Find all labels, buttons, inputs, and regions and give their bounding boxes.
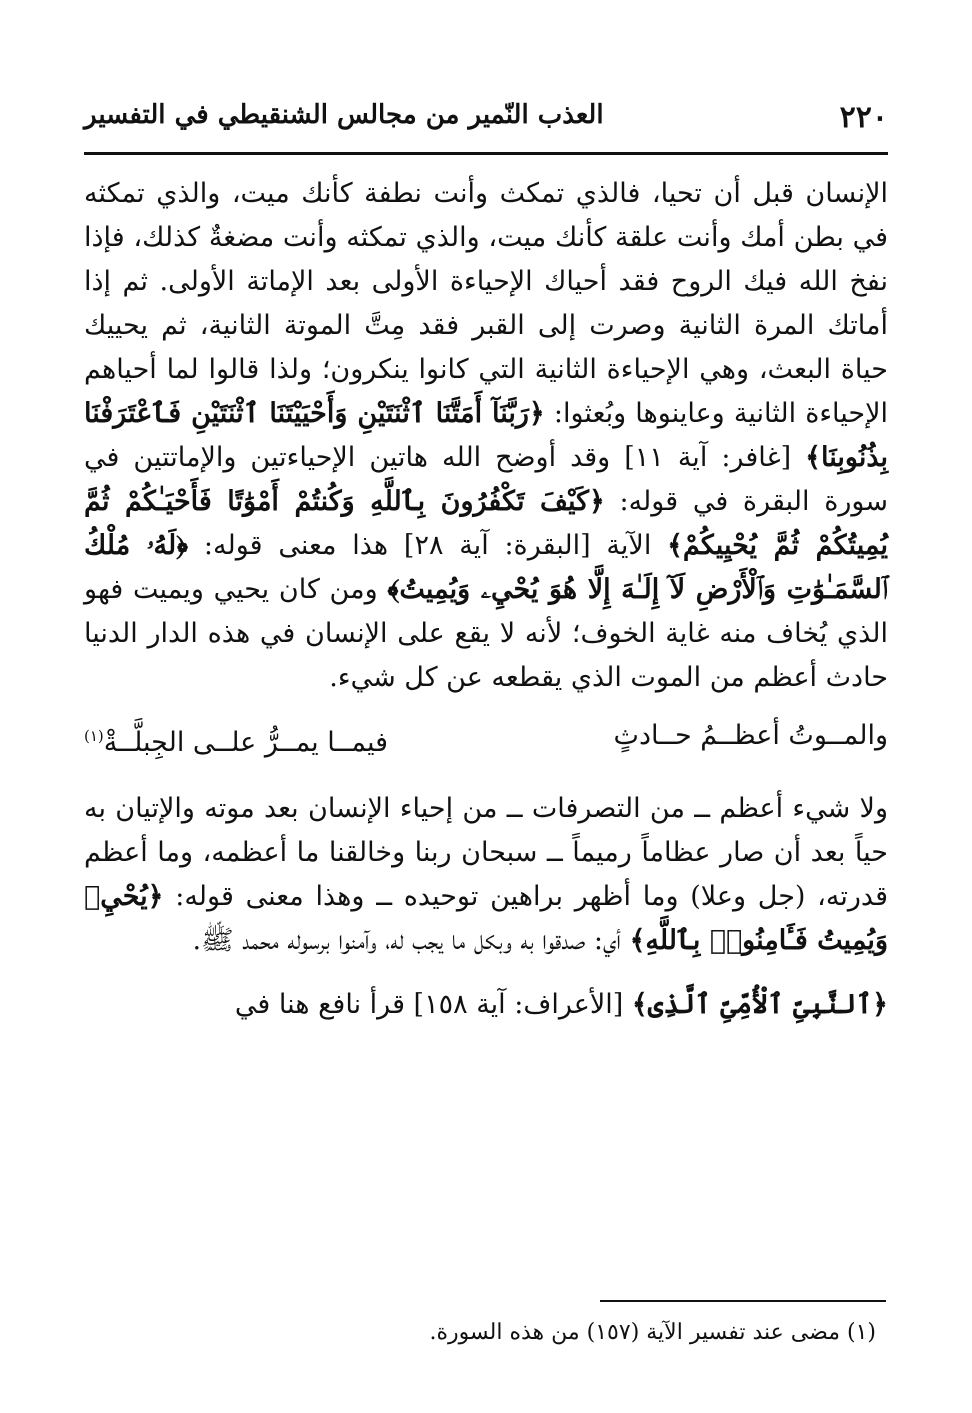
paragraph-1b-text: وقد أوضح الله هاتين الإحياءتين والإماتتين في سورة البقرة في قوله: <box>84 442 888 517</box>
page-header <box>84 96 888 155</box>
quran-quote-ghafir: ﴿رَبَّنَآ أَمَتَّنَا ٱثْنَتَيْنِ وَأَحْيَيْتَنَا ٱثْنَتَيْنِ فَٱعْتَرَفْنَا بِذُنُوبِنَا﴾ <box>84 398 889 473</box>
body-text <box>84 172 888 1027</box>
footnote-divider <box>600 1300 886 1302</box>
quran-quote-araf-158b: ﴿ٱلنَّبِىِّ ٱلْأُمِّىِّ ٱلَّذِى﴾ <box>631 989 888 1020</box>
poetry-verse <box>84 714 888 765</box>
quran-quote-araf-158a: ﴿يُحْيِۦ وَيُمِيتُ فَـَٔامِنُوا۟ بِٱللَّهِ﴾ <box>84 881 888 956</box>
quran-quote-baqarah: ﴿كَيْفَ تَكْفُرُونَ بِٱللَّهِ وَكُنتُمْ أَمْوَٰتًا فَأَحْيَـٰكُمْ ثُمَّ يُمِيتُكُمْ ثُمَّ يُحْيِيكُمْ﴾ <box>84 486 888 561</box>
footnote-marker: (١) <box>84 727 104 745</box>
reference-ghafir: [غافر: آية ١١] <box>624 442 792 473</box>
verse-left-hemistich <box>84 714 388 765</box>
paragraph-1-text: الإنسان قبل أن تحيا، فالذي تمكث وأنت نطفة كأنك ميت، والذي تمكثه في بطن أمك وأنت علقة كأنك ميت، والذي تمكثه وأنت مضغةٌ كذلك، فإذا نفخ الله فيك الروح فقد أحياك الإحياءة الأولى بعد الإماتة الأولى. ثم إذا أماتك المرة الثانية وصرت إلى القبر فقد مِتَّ الموتة الثانية، ثم يحييك حياة البعث، وهي الإحياءة الثانية التي كانوا ينكرون؛ ولذا قالوا لما أحياهم الإحياءة الثانية وعاينوها وبُعثوا: <box>84 178 888 429</box>
footnote: (١) مضى عند تفسير الآية (١٥٧) من هذه السورة. <box>429 1320 876 1345</box>
quran-quote-mulk: ﴿لَهُۥ مُلْكُ ٱلسَّمَـٰوَٰتِ وَٱلْأَرْضِ لَآ إِلَـٰهَ إِلَّا هُوَ يُحْيِۦ وَيُمِيتُ﴾ <box>84 530 888 605</box>
paragraph-2b-text: أي: صدقوا به وبكل ما يجب له، وآمنوا برسوله محمد ﷺ. <box>192 925 621 956</box>
verse-left-text: فيمــا يمــرُّ علــى الجِبلَّــةْ <box>103 727 388 758</box>
verse-right-hemistich: والمــوتُ أعظــمُ حــادثٍ <box>613 720 888 751</box>
reference-baqarah: الآية [البقرة: آية ٢٨] هذا معنى قوله: <box>203 530 652 561</box>
paragraph-1c-text: ومن كان يحيي ويميت فهو الذي يُخاف منه غاية الخوف؛ لأنه لا يقع على الإنسان في هذه الدار الدنيا حادث أعظم من الموت الذي يقطعه عن كل شيء. <box>84 574 888 693</box>
book-title: العذب النّمير من مجالس الشنقيطي في التفسير <box>84 100 604 130</box>
paragraph-2-text: ولا شيء أعظم ــ من التصرفات ــ من إحياء الإنسان بعد موته والإتيان به حياً بعد أن صار عظاماً رميماً ــ سبحان ربنا وخالقنا ما أعظمه، وما أعظم قدرته، (جل وعلا) وما أظهر براهين توحيده ــ وهذا معنى قوله: <box>84 793 888 912</box>
paragraph-3 <box>84 983 888 1027</box>
reference-araf: [الأعراف: آية ١٥٨] قرأ نافع هنا في <box>234 989 624 1020</box>
paragraph-1 <box>84 172 888 700</box>
page-number: ٢٢٠ <box>839 100 888 135</box>
paragraph-2 <box>84 787 888 963</box>
